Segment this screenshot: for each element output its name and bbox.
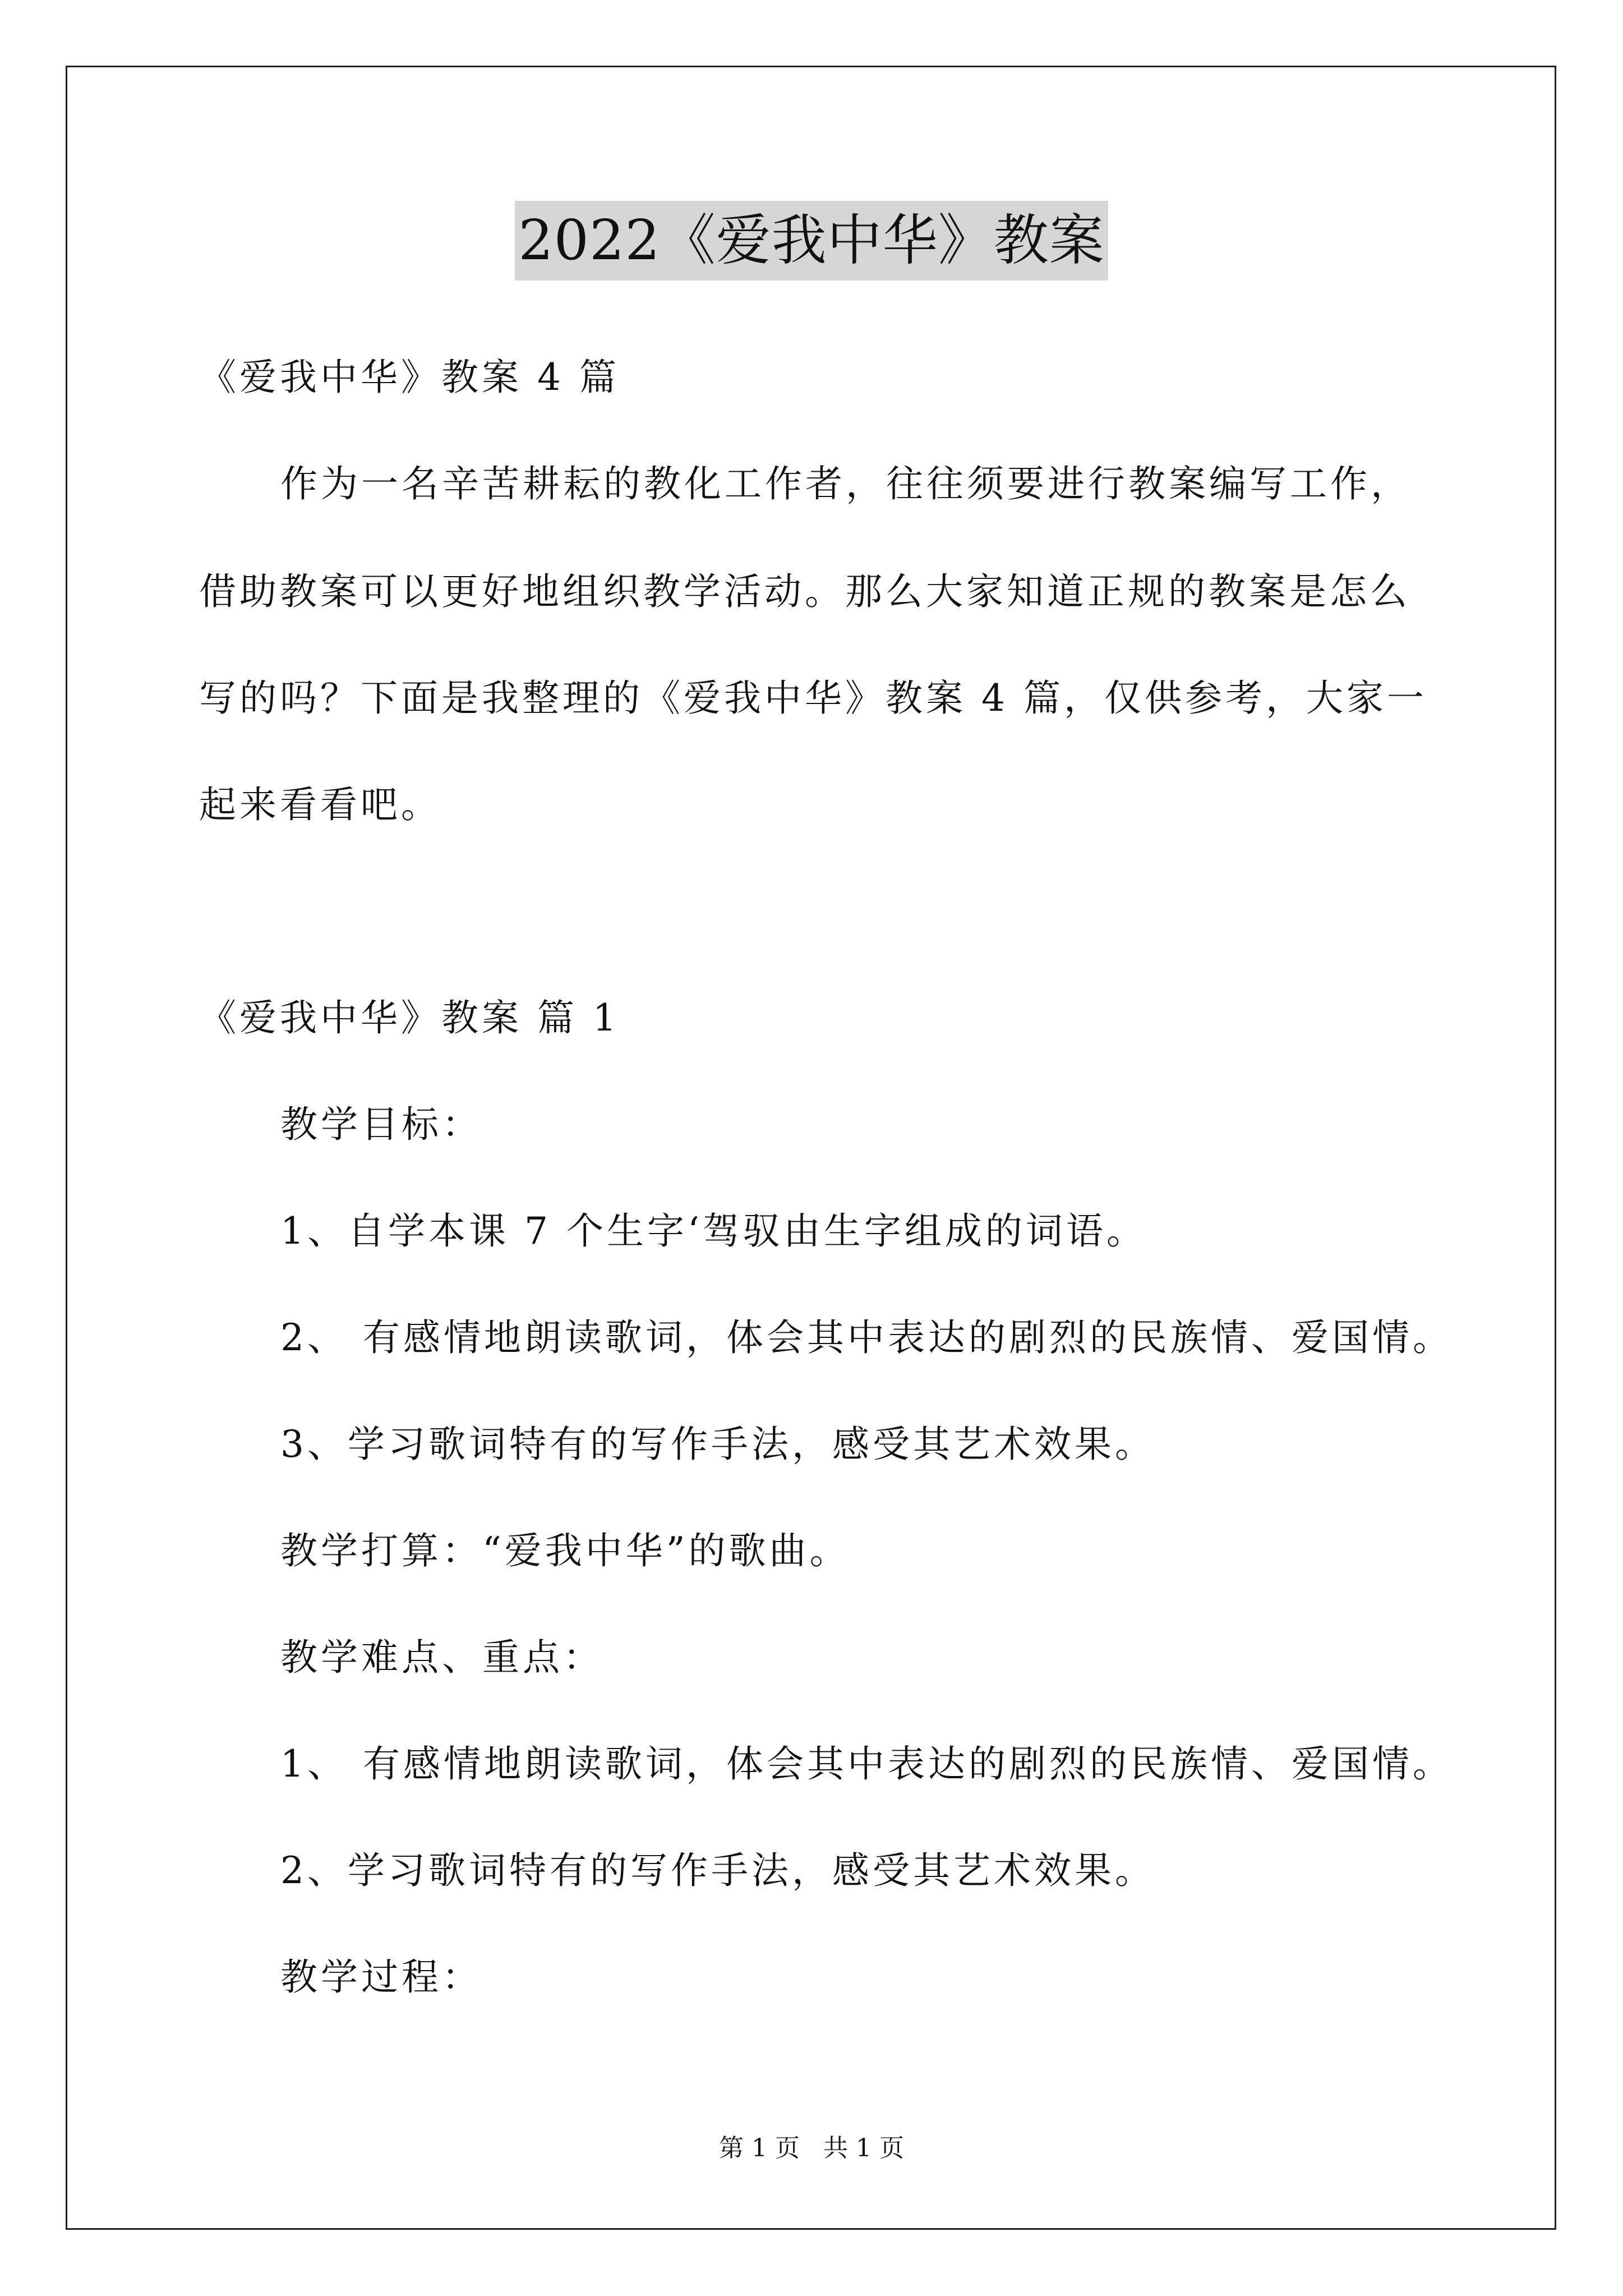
- intro-paragraph-line: 起来看看吧。: [199, 783, 441, 826]
- title-container: [0, 201, 1623, 280]
- body-line: 教学目标：: [280, 1103, 482, 1146]
- section-heading: 《爱我中华》教案 篇 1: [199, 996, 620, 1039]
- body-line: 2、学习歌词特有的写作手法，感受其艺术效果。: [280, 1849, 1155, 1892]
- intro-paragraph-line: 作为一名辛苦耕耘的教化工作者，往往须要进行教案编写工作，: [280, 462, 1411, 505]
- body-line: 教学难点、重点：: [280, 1636, 603, 1679]
- document-subtitle: 《爱我中华》教案 4 篇: [199, 356, 620, 399]
- body-line: 1、自学本课 7 个生字‘驾驭由生字组成的词语。: [280, 1209, 1147, 1253]
- intro-paragraph-line: 写的吗？下面是我整理的《爱我中华》教案 4 篇，仅供参考，大家一: [199, 677, 1427, 720]
- body-line: 1、 有感情地朗读歌词，体会其中表达的剧烈的民族情、爱国情。: [280, 1742, 1453, 1786]
- body-line: 教学过程：: [280, 1955, 482, 1999]
- body-line: 3、学习歌词特有的写作手法，感受其艺术效果。: [280, 1423, 1155, 1466]
- page-footer: 第 1 页 共 1 页: [719, 2134, 904, 2162]
- body-line: 教学打算：“爱我中华”的歌曲。: [280, 1529, 850, 1572]
- body-line: 2、 有感情地朗读歌词，体会其中表达的剧烈的民族情、爱国情。: [280, 1316, 1453, 1359]
- document-title: 2022《爱我中华》教案: [515, 201, 1108, 280]
- intro-paragraph-line: 借助教案可以更好地组织教学活动。那么大家知道正规的教案是怎么: [199, 570, 1410, 613]
